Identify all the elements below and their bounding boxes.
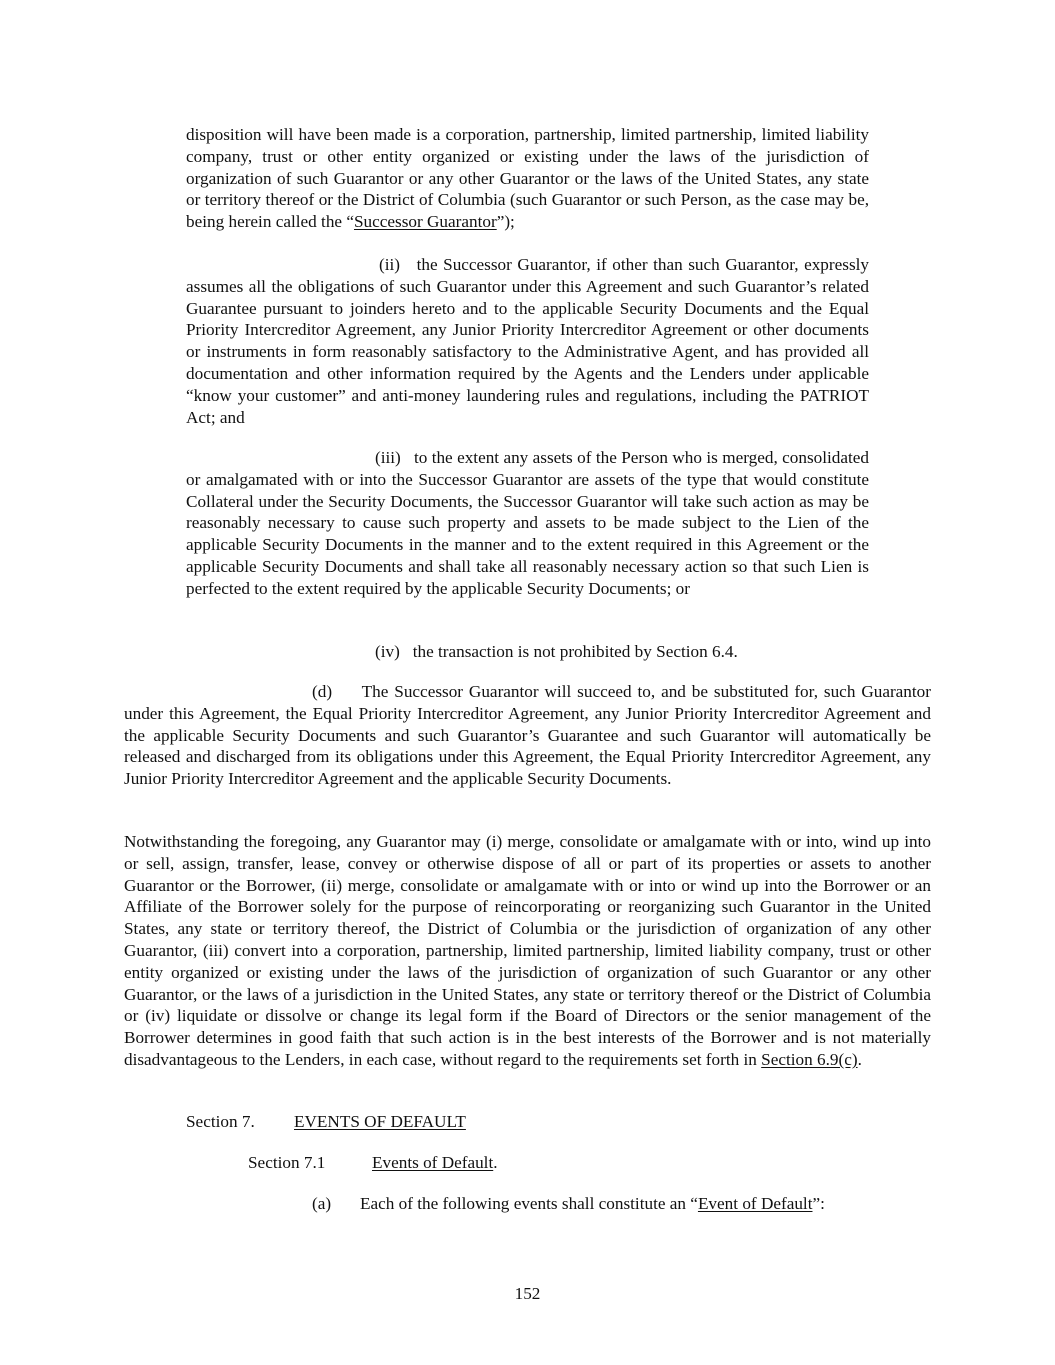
paragraph-text-end: ”: — [812, 1194, 825, 1213]
paragraph-label: (a) — [312, 1194, 332, 1213]
clause-text: to the extent any assets of the Person who is merged, consolidated or amalgamated with or into the Successor Guarantor are assets of the type that would constitute Collateral under the Security Documents, the Successor Guarantor will take such action as may be reasonably necessary to cause such property and assets to be made subject to the Lien of the applicable Security Documents in the manner and to the extent required in this Agreement or the applicable Security Documents and shall take all reasonably necessary action so that such Lien is perfected to the extent required by the applicable Security Documents; or — [186, 448, 869, 598]
clause-label: (iv) — [375, 642, 400, 661]
page-number: 152 — [514, 1284, 541, 1303]
paragraph-body — [360, 1193, 825, 1215]
clause-text: the Successor Guarantor, if other than such Guarantor, expressly assumes all the obligations of such Guarantor under this Agreement and such Guarantor’s related Guarantee pursuant to joinders hereto and to the applicable Security Documents and the Equal Priority Intercreditor Agreement, any Junior Priority Intercreditor Agreement or other documents or instruments in form reasonably satisfactory to the Administrative Agent, and has provided all documentation and other information required by the Agents and the Lenders under applicable “know your customer” and anti-money laundering rules and regulations, including the PATRIOT Act; and — [186, 255, 870, 427]
paragraph-text: disposition will have been made is a corporation, partnership, limited partnership, limited liability company, trust or other entity organized or existing under the laws of the jurisdiction of organization of such Guarantor or any other Guarantor or the laws of the United States, any state or territory thereof or the District of Columbia (such Guarantor or such Person, as the case may be, being herein called the “ — [186, 125, 869, 232]
paragraph-label: (d) — [312, 682, 333, 701]
clause-label: (ii) — [379, 255, 400, 274]
defined-term-successor-guarantor: Successor Guarantor — [353, 212, 497, 232]
section-7-1-heading — [248, 1152, 498, 1174]
section-title: EVENTS OF DEFAULT — [294, 1112, 466, 1131]
clause-text: the transaction is not prohibited by Section 6.4. — [412, 642, 738, 661]
paragraph-text: Notwithstanding the foregoing, any Guarantor may (i) merge, consolidate or amalgamate with or into, wind up into or sell, assign, transfer, lease, convey or otherwise dispose of all or part of its properties or assets to another Guarantor or the Borrower, (ii) merge, consolidate or amalgamate with or into or wind up into the Borrower or an Affiliate of the Borrower solely for the purpose of reincorporating or reorganizing such Guarantor in the United States, any state or territory thereof, the District of Columbia or the jurisdiction of organization of any other Guarantor, (iii) convert into a corporation, partnership, limited partnership, limited liability company, trust or other entity organized or existing under the laws of the jurisdiction of organization of such Guarantor or any other Guarantor, or the laws of a jurisdiction in the United States, any state or territory thereof or the District of Columbia or (iv) liquidate or dissolve or change its legal form if the Board of Directors or the senior management of the Borrower determines in good faith that such action is in the best interests of the Borrower and is not materially disadvantageous to the Lenders, in each case, without regard to the requirements set forth in — [124, 832, 931, 1069]
section-title-punct: . — [493, 1153, 498, 1172]
notwithstanding-paragraph — [124, 831, 931, 1071]
paragraph-c-continuation — [186, 124, 869, 233]
clause-label: (iii) — [375, 448, 401, 467]
paragraph-text-end: ”); — [496, 212, 515, 232]
defined-term-event-of-default: Event of Default — [697, 1194, 813, 1213]
section-number: Section 7.1 — [248, 1153, 326, 1172]
clause-iv — [375, 641, 738, 663]
paragraph-a — [312, 1193, 825, 1215]
section-title-wrap — [372, 1152, 498, 1174]
paragraph-d — [124, 681, 931, 790]
section-number: Section 7. — [186, 1112, 255, 1131]
section-title: Events of Default — [372, 1153, 494, 1172]
clause-iii — [186, 447, 869, 600]
section-7-heading — [186, 1111, 466, 1133]
cross-reference-section-6-9c: Section 6.9(c) — [761, 1049, 858, 1069]
clause-ii — [186, 254, 869, 428]
paragraph-text: Each of the following events shall constitute an “ — [360, 1194, 698, 1213]
paragraph-text: The Successor Guarantor will succeed to, and be substituted for, such Guarantor under this Agreement, the Equal Priority Intercreditor Agreement, any Junior Priority Intercreditor Agreement and the applicable Security Documents and such Guarantor’s Guarantee and such Guarantor will automatically be released and discharged from its obligations under this Agreement, the Equal Priority Intercreditor Agreement, any Junior Priority Intercreditor Agreement and the applicable Security Documents. — [124, 682, 931, 789]
paragraph-text-end: . — [857, 1049, 862, 1069]
